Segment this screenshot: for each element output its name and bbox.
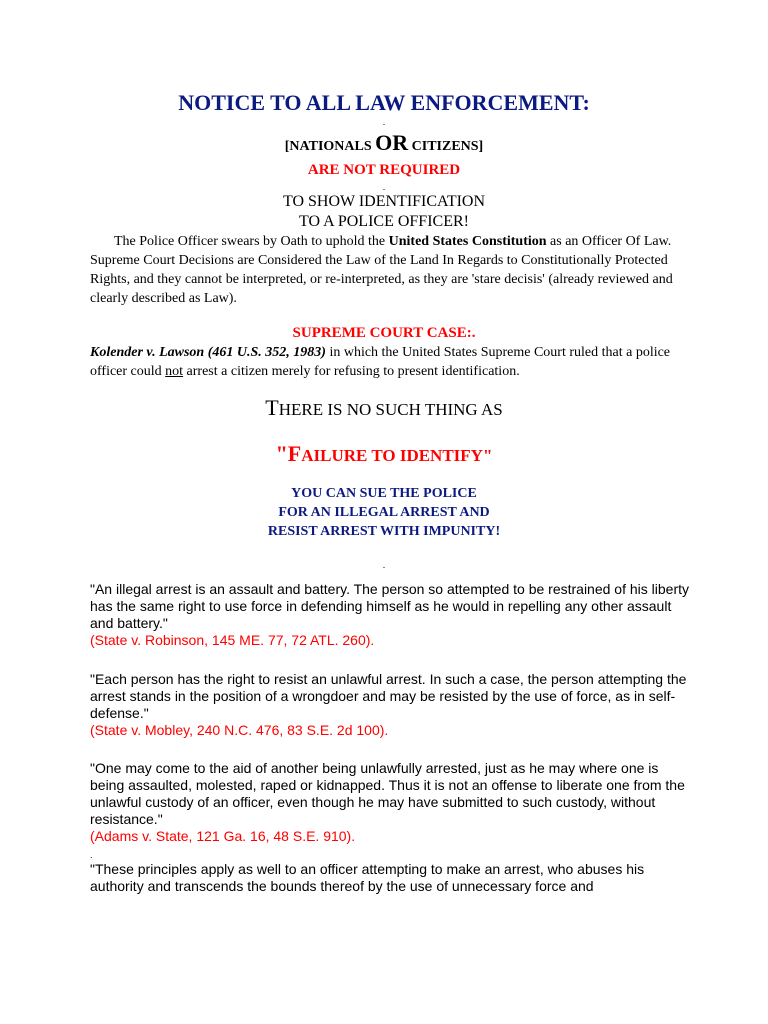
- quote-block: [90, 861, 690, 895]
- quote-citation: (Adams v. State, 121 Ga. 16, 48 S.E. 910).: [90, 828, 356, 844]
- sue-police-heading: [0, 484, 768, 541]
- subtitle-close: CITIZENS]: [408, 139, 484, 154]
- failure-to-identify-heading: [0, 439, 768, 471]
- intro-paragraph: [90, 232, 686, 308]
- not-underlined: not: [165, 364, 184, 379]
- no-such-thing-heading: [0, 395, 768, 423]
- subtitle: [0, 129, 768, 161]
- separator-dot: .: [382, 560, 386, 570]
- quote-text: "Each person has the right to resist an unlawful arrest. In such a case, the person attempting the arrest stands in the position of a wrongdoer and may be resisted by the use of force, as in self- defense.": [90, 671, 687, 721]
- kolender-paragraph: [90, 343, 686, 381]
- separator-dot: .: [382, 182, 386, 192]
- no-such-rest: HERE IS NO SUCH THING AS: [278, 400, 503, 419]
- intro-text: as an Officer Of Law. Supreme Court Decisions are Considered the Law of the Land In Regards to Constitutionally Protected Rights, and they cannot be interpreted, or re-interpreted, as they are 'stare decisis' (already reviewed and clearly described as Law).: [90, 234, 673, 306]
- quote-citation: (State v. Robinson, 145 ME. 77, 72 ATL. 260).: [90, 632, 375, 648]
- sue-line: YOU CAN SUE THE POLICE: [291, 486, 477, 501]
- case-citation: Kolender v. Lawson (461 U.S. 352, 1983): [90, 345, 326, 360]
- subtitle-or: OR: [375, 130, 409, 155]
- not-required-heading: ARE NOT REQUIRED: [307, 162, 461, 178]
- to-show-line: TO A POLICE OFFICER!: [299, 213, 469, 230]
- kolender-text: arrest a citizen merely for refusing to present identification.: [183, 364, 520, 379]
- kolender-text: in which the United States Supreme Court ruled that a police officer could: [90, 345, 671, 379]
- failure-open: "F: [275, 441, 302, 466]
- page-title: NOTICE TO ALL LAW ENFORCEMENT:: [178, 90, 590, 115]
- quote-text: "One may come to the aid of another being unlawfully arrested, just as he may where one is being assaulted, molested, raped or kidnapped. Thus it is not an offense to liberate one from the unlawful custody of an officer, even though he may have submitted to such custody, without resistance.": [90, 760, 685, 827]
- intro-bold: United States Constitution: [388, 234, 547, 249]
- no-such-cap: T: [265, 395, 279, 420]
- to-show-line: TO SHOW IDENTIFICATION: [282, 193, 486, 210]
- quote-text: "These principles apply as well to an officer attempting to make an arrest, who abuses his authority and transcends the bounds thereof by the use of unnecessary force and: [90, 861, 645, 894]
- sue-line: RESIST ARREST WITH IMPUNITY!: [267, 524, 501, 539]
- separator-dot: .: [382, 117, 386, 127]
- failure-rest: AILURE TO IDENTIFY": [301, 446, 493, 465]
- quote-block: [90, 581, 690, 649]
- to-show-block: [0, 192, 768, 232]
- intro-text: The Police Officer swears by Oath to uphold the: [114, 234, 389, 249]
- separator-dot: .: [90, 850, 93, 860]
- quote-text: "An illegal arrest is an assault and battery. The person so attempted to be restrained of his liberty has the same right to use force in defending himself as he would in repelling any other assault and battery.": [90, 581, 689, 631]
- quote-block: [90, 671, 690, 739]
- supreme-court-heading: SUPREME COURT CASE:.: [292, 325, 476, 341]
- subtitle-open: [NATIONALS: [284, 139, 376, 154]
- quote-block: [90, 760, 690, 845]
- sue-line: FOR AN ILLEGAL ARREST AND: [278, 505, 490, 520]
- quote-citation: (State v. Mobley, 240 N.C. 476, 83 S.E. 2d 100).: [90, 722, 389, 738]
